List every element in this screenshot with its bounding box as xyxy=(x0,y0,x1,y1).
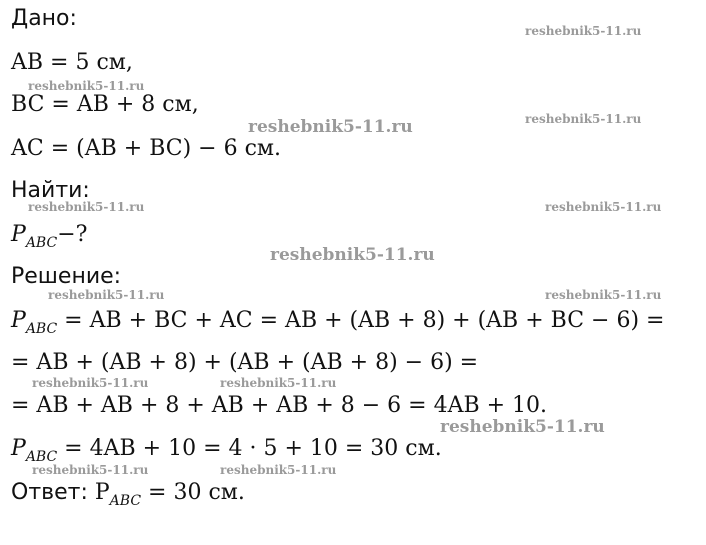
given-line-1: AB = 5 см, xyxy=(11,50,133,75)
find-rest: −? xyxy=(57,222,88,247)
answer-line xyxy=(11,480,245,514)
perimeter-subscript: ABC xyxy=(25,235,58,251)
find-label: Найти: xyxy=(11,178,90,203)
perimeter-symbol: P xyxy=(94,480,110,505)
perimeter-subscript: ABC xyxy=(25,321,58,337)
watermark: reshebnik5-11.ru xyxy=(545,288,662,302)
given-line-2: BC = AB + 8 см, xyxy=(11,92,199,117)
watermark: reshebnik5-11.ru xyxy=(32,463,149,477)
solution-line-4-rest: = 4AB + 10 = 4 · 5 + 10 = 30 см. xyxy=(57,436,442,461)
watermark: reshebnik5-11.ru xyxy=(525,112,642,126)
given-label: Дано: xyxy=(11,6,77,31)
watermark: reshebnik5-11.ru xyxy=(440,417,605,437)
watermark: reshebnik5-11.ru xyxy=(545,200,662,214)
perimeter-symbol: P xyxy=(11,436,26,461)
watermark: reshebnik5-11.ru xyxy=(220,463,337,477)
watermark: reshebnik5-11.ru xyxy=(220,376,337,390)
watermark: reshebnik5-11.ru xyxy=(248,117,413,137)
solution-line-1 xyxy=(11,308,664,342)
perimeter-subscript: ABC xyxy=(25,449,58,465)
solution-line-2: = AB + (AB + 8) + (AB + (AB + 8) − 6) = xyxy=(11,350,479,375)
watermark: reshebnik5-11.ru xyxy=(525,24,642,38)
watermark: reshebnik5-11.ru xyxy=(270,245,435,265)
watermark: reshebnik5-11.ru xyxy=(28,200,145,214)
given-line-3: AC = (AB + BC) − 6 см. xyxy=(11,136,282,161)
answer-rest: = 30 см. xyxy=(141,480,245,505)
watermark: reshebnik5-11.ru xyxy=(28,79,145,93)
watermark: reshebnik5-11.ru xyxy=(32,376,149,390)
watermark: reshebnik5-11.ru xyxy=(48,288,165,302)
solution-line-1-rest: = AB + BC + AC = AB + (AB + 8) + (AB + BC − 6) = xyxy=(57,308,665,333)
perimeter-subscript: ABC xyxy=(109,493,142,509)
answer-label: Ответ: xyxy=(11,480,95,505)
perimeter-symbol: P xyxy=(11,222,26,247)
find-line xyxy=(11,222,87,256)
perimeter-symbol: P xyxy=(11,308,26,333)
solution-line-3: = AB + AB + 8 + AB + AB + 8 − 6 = 4AB + 10. xyxy=(11,393,548,418)
solution-label: Решение: xyxy=(11,264,122,289)
